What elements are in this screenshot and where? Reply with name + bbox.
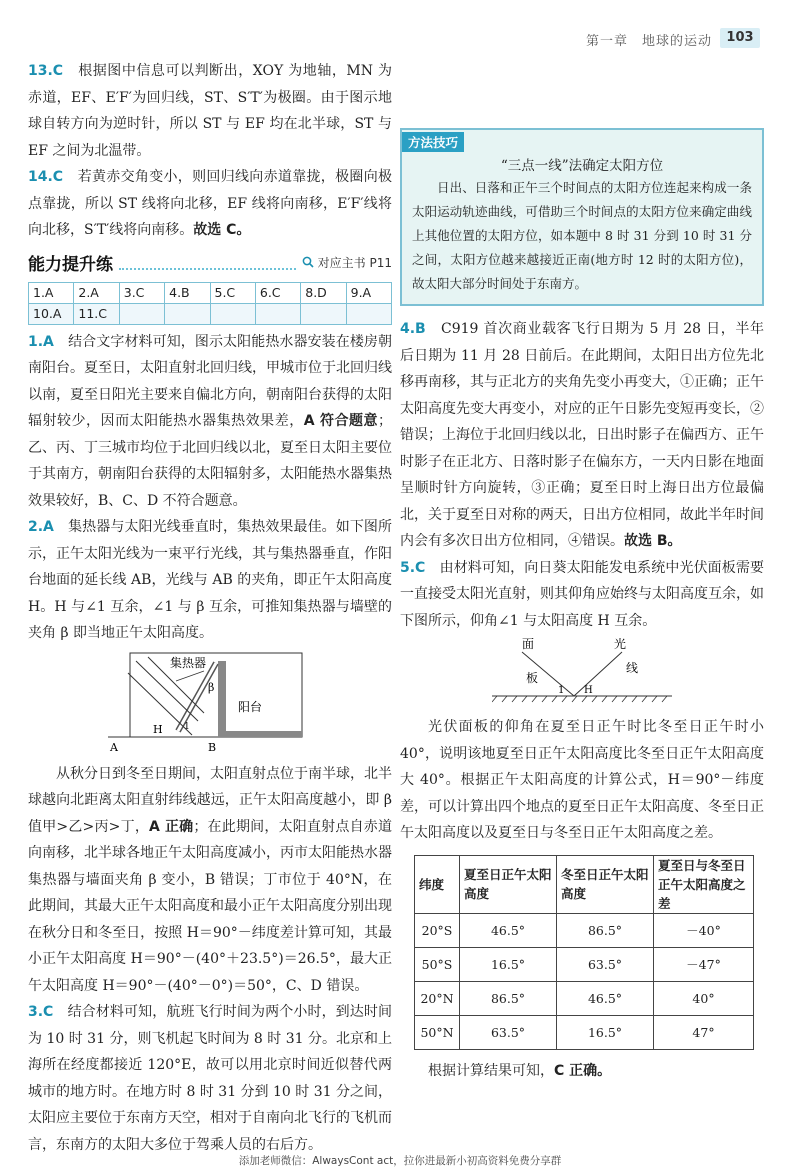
answer-1: 1.A 结合文字材料可知，图示太阳能热水器安装在楼房朝南阳台。夏至日，太阳直射北回归线，甲城市位于北回归线以南，夏至日阳光主要来自偏北方向，朝南阳台获得的太阳辐射较少，因而太阳能热水器集热效果差，A 符合题意；乙、丙、丁三城市均位于北回归线以北，夏至日太阳主要位于其南方，朝南阳台获得的太阳辐射多，太阳能热水器集热效果较好，B、C、D 不符合题意。 [28,333,393,509]
label-panel-2: 板 [526,671,539,685]
label-panel-1: 面 [522,638,535,651]
section-ref: 对应主书 P11 [302,254,392,271]
method-tip-box [400,128,764,306]
page-number: 103 [720,28,760,48]
label-h: H [153,722,163,736]
grid-cell [119,303,164,324]
table-row: 20°N 86.5° 46.5° 40° [415,981,754,1015]
label-collector: 集热器 [170,655,207,670]
search-icon [302,256,314,268]
answer-14: 14.C 若黄赤交角变小，则回归线向赤道靠拢，极圈向极点靠拢，所以 ST 线将向北移，EF 线将向南移，E′F′线将向北移，S′T′线将向南移。故选 C。 [28,169,393,238]
tip-body: 日出、日落和正午三个时间点的太阳方位连起来构成一条太阳运动轨迹曲线，可借助三个时间点的太阳方位来确定曲线上其他位置的太阳方位，如本题中 8 时 31 分到 10 时 31 分之间，太阳方位越来越接近正南(地方时 12 时的太阳方位)，故太阳大部分时间处于东南方。 [412,180,752,291]
label-angle-1: 1 [558,685,565,696]
label-light-1: 光 [614,638,627,651]
answer-5-conclusion: 根据计算结果可知，C 正确。 [428,1062,612,1079]
section-title: 能力提升练 [28,255,113,275]
grid-cell: 4.B [165,282,210,303]
table-row: 50°S 16.5° 63.5° －47° [415,947,754,981]
grid-cell [255,303,300,324]
label-a: A [110,740,118,754]
table-row: 50°N 63.5° 16.5° 47° [415,1015,754,1049]
answer-4: 4.B C919 首次商业载客飞行日期为 5 月 28 日，半年后日期为 11 月 28 日前后。在此期间，太阳日出方位先北移再南移，其与正北方的夹角先变小再变大，①正确；正午太阳高度先变大再变小，对应的正午日影先变短再变长，②错误；上海位于北回归线以北，日出时影子在偏西方、正午时影子在正北方、日落时影子在偏东方，一天内日影在地面呈顺时针方向旋转，③正确；夏至日时上海日出方位最偏北，关于夏至日对称的两天，日出方位相同，故此半年时间内会有多次日出方位相同，④错误。故选 B。 [400,321,765,549]
answer-13: 13.C 根据图中信息可以判断出，XOY 为地轴，MN 为赤道，EF、E′F′为回归线，ST、S′T′为极圈。由于图示地球自转方向为逆时针，所以 ST 与 EF 均在北半球，ST 与 EF 之间为北温带。 [28,63,392,159]
grid-cell: 3.C [119,282,164,303]
grid-cell [165,303,210,324]
table-header: 夏至日与冬至日正午太阳高度之差 [654,855,754,913]
grid-cell: 11.C [74,303,119,324]
right-column [400,42,764,1084]
answer-3: 3.C 结合材料可知，航班飞行时间为两个小时，到达时间为 10 时 31 分，则飞机起飞时间为 8 时 31 分。北京和上海所在经度都接近 120°E，故可以用北京时间近似替代两城市的地方时。在地方时 8 时 31 分到 10 时 31 分之间，太阳应主要位于东南方天空，相对于自南向北飞行的飞机而言，东南方的太阳大多位于驾乘人员的右后方。 [28,1004,393,1153]
page-footer: 添加老师微信：AlwaysCont act，拉你进最新小初高资料免费分享群 [238,1155,562,1167]
grid-cell: 1.A [29,282,74,303]
grid-cell [346,303,391,324]
collector-diagram [108,651,308,755]
label-balcony: 阳台 [238,699,263,714]
table-row: 20°S 46.5° 86.5° －40° [415,913,754,947]
answer-2: 2.A 集热器与太阳光线垂直时，集热效果最佳。如下图所示，正午太阳光线为一束平行光线，其与集热器垂直，作阳台地面的延长线 AB，光线与 AB 的夹角，即正午太阳高度 H。H 与∠1 互余，∠1 与 β 互余，可推知集热器与墙壁的夹角 β 即当地正午太阳高度。 [28,519,393,641]
section-divider [119,256,296,270]
left-column [28,58,392,1158]
tip-tag: 方法技巧 [402,132,464,152]
grid-cell: 10.A [29,303,74,324]
chapter-title: 第一章 地球的运动 [585,34,712,49]
label-b: B [208,740,217,754]
section-header [28,250,392,276]
answer-5-analysis: 光伏面板的仰角在夏至日正午时比冬至日正午时小 40°，说明该地夏至日正午太阳高度比冬至日正午太阳高度大 40°。根据正午太阳高度的计算公式，H＝90°－纬度差，可以计算出四个地点的夏至日正午太阳高度、冬至日正午太阳高度以及夏至日与冬至日正午太阳高度之差。 [400,719,764,841]
answer-5: 5.C 由材料可知，向日葵太阳能发电系统中光伏面板需要一直接受太阳光直射，则其仰角应始终与太阳高度互余，如下图所示，仰角∠1 与太阳高度 H 互余。 [400,559,765,629]
panel-diagram [492,638,672,708]
label-light-2: 线 [626,661,639,675]
table-header: 夏至日正午太阳高度 [460,855,557,913]
grid-cell [210,303,255,324]
altitude-table [414,855,754,1050]
table-header: 冬至日正午太阳高度 [557,855,654,913]
grid-cell: 2.A [74,282,119,303]
grid-cell [301,303,346,324]
table-header: 纬度 [415,855,460,913]
grid-cell: 6.C [255,282,300,303]
answer-2-analysis: 从秋分日到冬至日期间，太阳直射点位于南半球，北半球越向北距离太阳直射纬线越远，正午太阳高度越小，即 β 值甲>乙>丙>丁，A 正确；在此期间，太阳直射点自赤道向南移，北半球各地正午太阳高度减小，丙市太阳能热水器集热器与墙面夹角 β 变小，B 错误；丁市位于 40°N，在此期间，其最大正午太阳高度和最小正午太阳高度分别出现在秋分日和冬至日，按照 H＝90°－纬度差计算可知，其最小正午太阳高度 H＝90°－(40°＋23.5°)＝26.5°，最大正午太阳高度 H＝90°－(40°－0°)＝50°，C、D 错误。 [28,765,392,994]
grid-cell: 5.C [210,282,255,303]
answer-grid [28,282,392,325]
label-angle-1: 1 [184,721,190,732]
tip-title: “三点一线”法确定太阳方位 [500,158,664,174]
grid-cell: 8.D [301,282,346,303]
label-h: H [584,685,593,696]
grid-cell: 9.A [346,282,391,303]
label-beta: β [208,680,215,694]
